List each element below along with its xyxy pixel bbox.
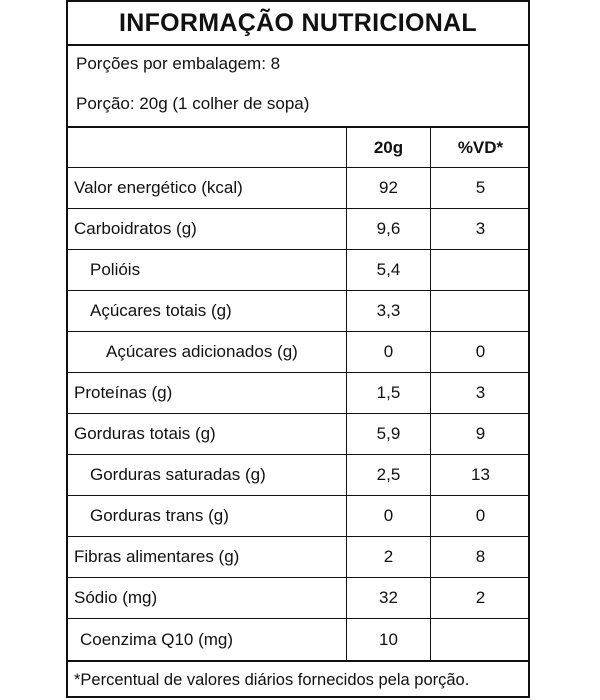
nutrient-value: 10 xyxy=(346,619,430,660)
nutrient-value: 2,5 xyxy=(346,455,430,495)
nutrient-name: Açúcares adicionados (g) xyxy=(106,342,298,361)
nutrient-name: Carboidratos (g) xyxy=(74,219,197,238)
table-row xyxy=(68,250,528,291)
nutrient-name: Gorduras saturadas (g) xyxy=(90,465,266,484)
nutrient-daily-value: 2 xyxy=(430,578,530,618)
header-amount: 20g xyxy=(346,128,430,167)
header-nutrient xyxy=(68,128,346,167)
table-row xyxy=(68,578,528,619)
nutrient-daily-value: 5 xyxy=(430,168,530,208)
nutrient-daily-value: 8 xyxy=(430,537,530,577)
nutrition-table xyxy=(68,126,528,660)
header-daily-value: %VD* xyxy=(430,128,530,167)
nutrient-value: 32 xyxy=(346,578,430,618)
nutrient-value: 1,5 xyxy=(346,373,430,413)
table-row xyxy=(68,209,528,250)
nutrient-name: Proteínas (g) xyxy=(74,383,173,402)
nutrient-name: Valor energético (kcal) xyxy=(74,178,243,197)
table-row xyxy=(68,332,528,373)
table-row xyxy=(68,619,528,660)
nutrient-daily-value xyxy=(430,291,530,331)
nutrient-daily-value: 9 xyxy=(430,414,530,454)
nutrition-facts-panel xyxy=(66,0,530,698)
nutrient-daily-value xyxy=(430,619,530,660)
footnote: *Percentual de valores diários fornecidos pela porção. xyxy=(68,660,528,698)
nutrient-name: Açúcares totais (g) xyxy=(90,301,232,320)
table-row xyxy=(68,373,528,414)
table-row xyxy=(68,537,528,578)
table-row xyxy=(68,455,528,496)
nutrient-name: Coenzima Q10 (mg) xyxy=(80,629,234,649)
nutrient-value: 0 xyxy=(346,496,430,536)
nutrient-name: Gorduras trans (g) xyxy=(90,506,229,525)
nutrient-name: Polióis xyxy=(90,260,141,279)
table-row xyxy=(68,291,528,332)
nutrient-value: 5,9 xyxy=(346,414,430,454)
nutrient-daily-value: 13 xyxy=(430,455,530,495)
nutrient-value: 3,3 xyxy=(346,291,430,331)
table-header-row xyxy=(68,128,528,168)
nutrient-daily-value xyxy=(430,250,530,290)
serving-size: Porção: 20g (1 colher de sopa) xyxy=(76,94,310,113)
nutrient-daily-value: 0 xyxy=(430,332,530,372)
nutrient-value: 2 xyxy=(346,537,430,577)
table-row xyxy=(68,414,528,455)
nutrient-value: 0 xyxy=(346,332,430,372)
table-row xyxy=(68,496,528,537)
nutrient-name: Fibras alimentares (g) xyxy=(74,547,240,566)
table-row xyxy=(68,168,528,209)
nutrient-daily-value: 3 xyxy=(430,209,530,249)
nutrient-daily-value: 3 xyxy=(430,373,530,413)
nutrient-value: 92 xyxy=(346,168,430,208)
nutrient-value: 9,6 xyxy=(346,209,430,249)
nutrient-name: Gorduras totais (g) xyxy=(74,424,216,443)
nutrient-value: 5,4 xyxy=(346,250,430,290)
nutrient-name: Sódio (mg) xyxy=(74,588,158,607)
servings-per-package: Porções por embalagem: 8 xyxy=(76,54,281,73)
panel-title: INFORMAÇÃO NUTRICIONAL xyxy=(68,2,528,46)
nutrient-daily-value: 0 xyxy=(430,496,530,536)
